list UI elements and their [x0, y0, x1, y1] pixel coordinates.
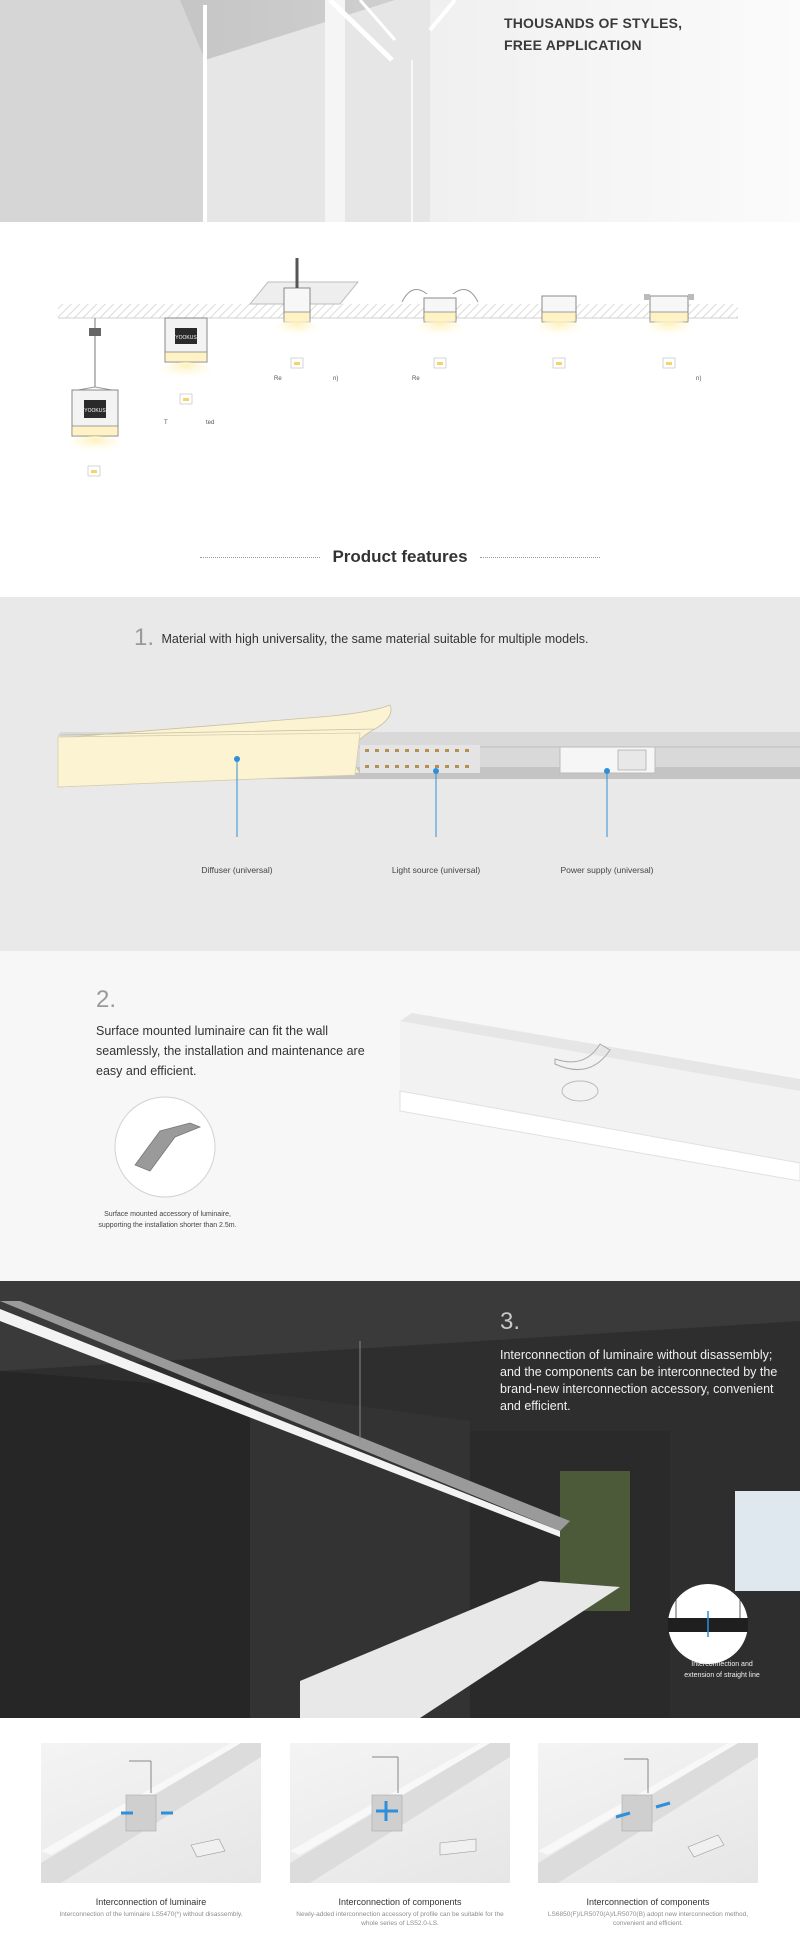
card-image: [538, 1743, 758, 1883]
install-label: n): [696, 376, 702, 382]
interconnection-caption: [652, 1659, 792, 1681]
recessed-flush-install-diagram: [644, 294, 694, 368]
installation-diagrams: [0, 222, 800, 522]
install-label: T: [164, 420, 168, 426]
card-title: Interconnection of components: [338, 1897, 462, 1907]
interconnection-cards: [0, 1718, 800, 1959]
product-features-title: Product features: [0, 547, 800, 567]
hero-headline: [504, 12, 764, 56]
card-interconnection-components-1: [290, 1743, 510, 1928]
card-image: [41, 1743, 261, 1883]
light-source-callout: Light source (universal): [391, 865, 481, 875]
diffuser-callout: Diffuser (universal): [201, 865, 273, 875]
accessory-caption-line1: Surface mounted accessory of luminaire,: [104, 1211, 231, 1218]
install-label: n): [333, 376, 339, 382]
feature-surface-mounted: [0, 951, 800, 1281]
feature1-text: Material with high universality, the same material suitable for multiple models.: [161, 632, 589, 646]
surface-luminaire-illustration: [0, 951, 800, 1281]
installation-methods: [0, 222, 800, 597]
surface-install-diagram: [160, 318, 212, 404]
recessed-trimless-install-diagram: [535, 296, 583, 368]
accessory-caption: [80, 1209, 255, 1231]
feature1-number: 1.: [134, 624, 155, 651]
svg-text:YOOKUS: YOOKUS: [175, 335, 197, 341]
card-description: LS6850(F)/LR5070(A)/LR5070(B) adopt new interconnection method, convenient and efficient.: [547, 1911, 749, 1927]
hero-headline-line2: FREE APPLICATION: [504, 37, 642, 53]
accessory-caption-line2: supporting the installation shorter than 2.5m.: [98, 1222, 237, 1229]
card-image: [290, 1743, 510, 1883]
card-description: Interconnection of the luminaire LS5470(*) without disassembly.: [59, 1911, 243, 1918]
feature-interconnection: [0, 1281, 800, 1718]
install-label: Re: [412, 376, 420, 382]
feature3-text: Interconnection of luminaire without disassembly; and the components can be interconnected by the brand-new interconnection accessory, convenient and efficient.: [500, 1348, 778, 1413]
install-label: ted: [206, 420, 215, 426]
pendant-install-diagram: [67, 318, 123, 476]
card-title: Interconnection of luminaire: [95, 1897, 207, 1907]
feature-universal-material: [0, 597, 800, 951]
interconnection-caption-line1: Interconnection and: [691, 1661, 753, 1668]
svg-text:YOOKUS: YOOKUS: [84, 408, 106, 414]
card-interconnection-luminaire: [41, 1743, 261, 1919]
card-description: Newly-added interconnection accessory of profile can be suitable for the whole series of LS52.0-LS.: [296, 1911, 504, 1927]
hero-headline-line1: THOUSANDS OF STYLES,: [504, 15, 683, 31]
power-supply-callout: Power supply (universal): [560, 865, 654, 875]
hero-banner: [0, 0, 800, 222]
card-interconnection-components-2: [538, 1743, 758, 1928]
interconnection-caption-line2: extension of straight line: [684, 1672, 760, 1679]
profile-exploded-illustration: [0, 597, 800, 951]
install-label: Re: [274, 376, 282, 382]
feature2-number: 2.: [96, 986, 117, 1013]
feature2-text: Surface mounted luminaire can fit the wall seamlessly, the installation and maintenance are easy and efficient.: [96, 1024, 365, 1078]
feature3-number: 3.: [500, 1308, 521, 1335]
recessed-spring-install-diagram: [402, 290, 478, 369]
card-title: Interconnection of components: [586, 1897, 710, 1907]
